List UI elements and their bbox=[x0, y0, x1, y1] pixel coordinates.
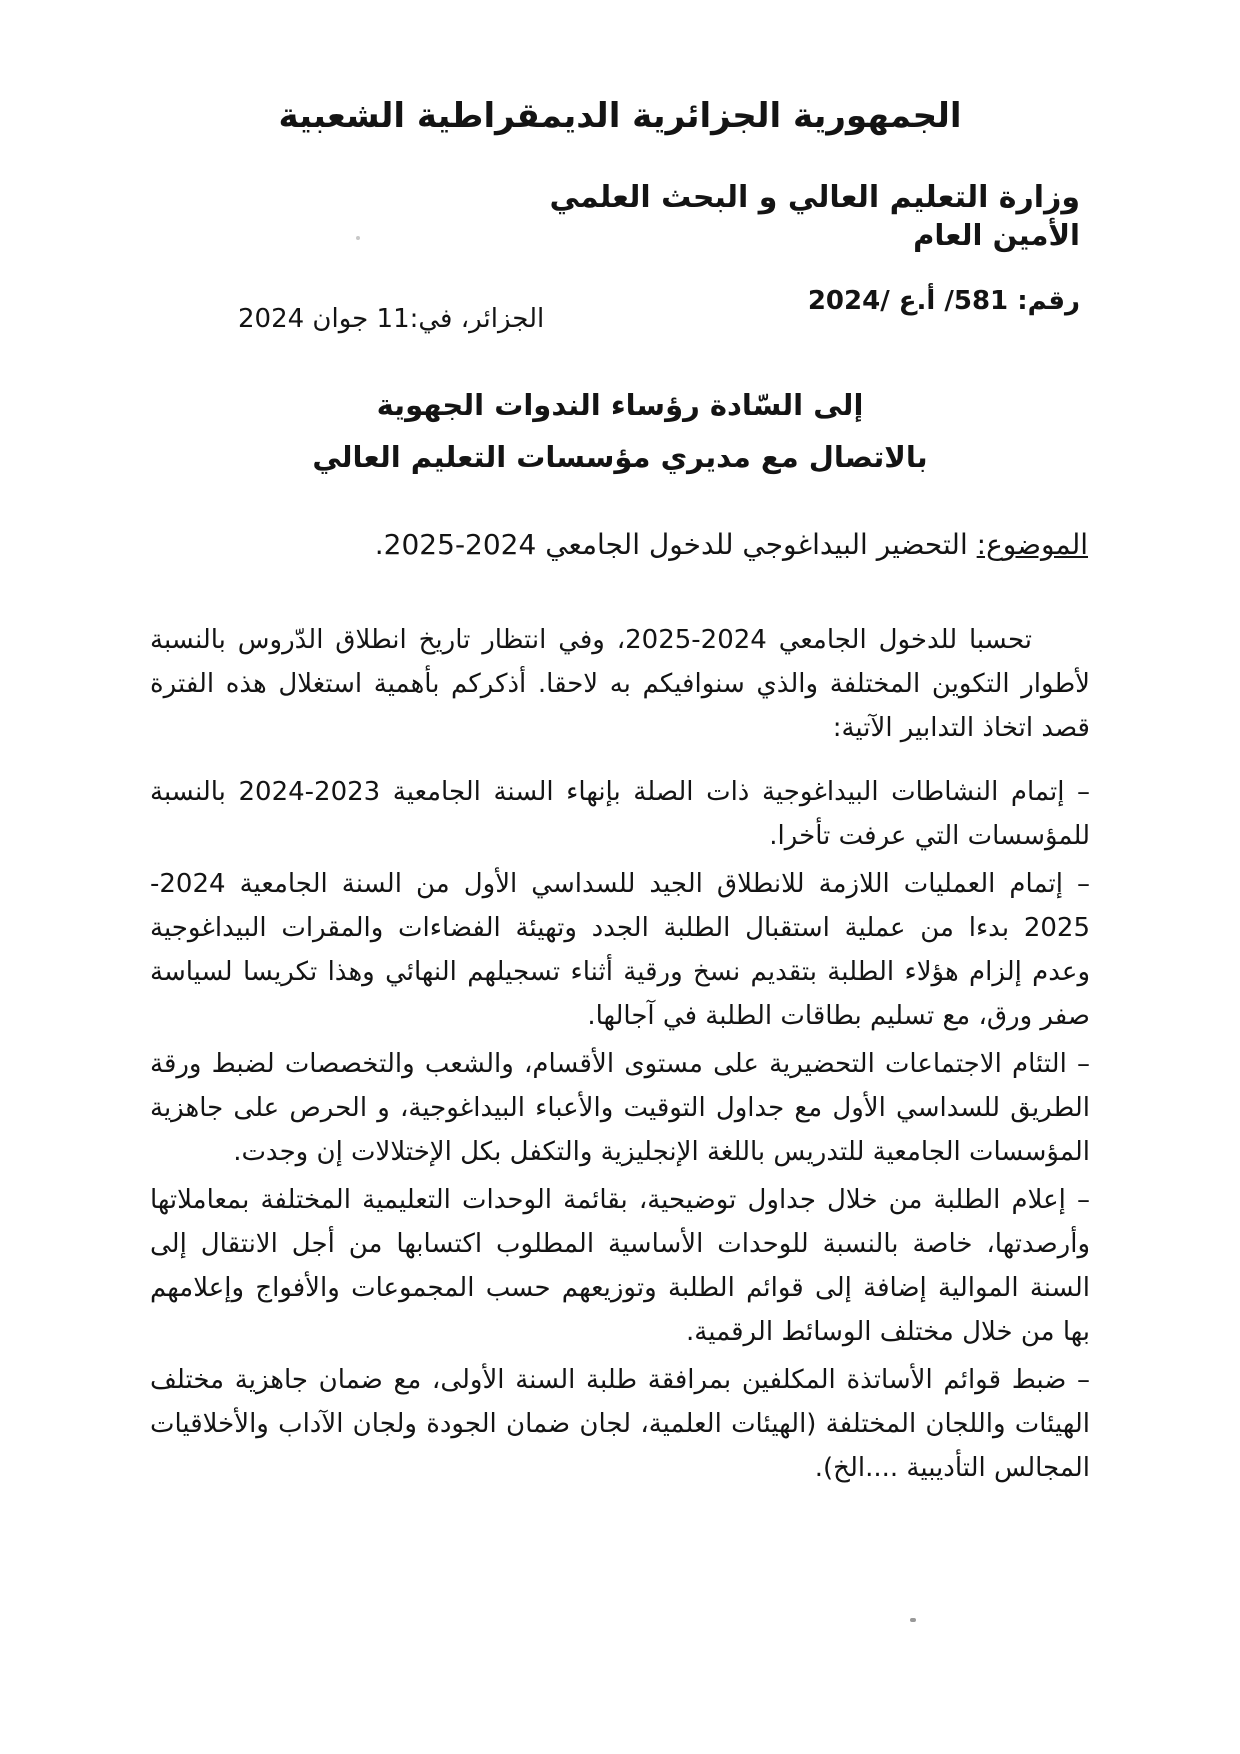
list-item: – إتمام العمليات اللازمة للانطلاق الجيد للسداسي الأول من السنة الجامعية 2024-2025 بدءا من عملية استقبال الطلبة الجدد وتهيئة الفضاءات والمقرات البيداغوجية وعدم إلزام هؤلاء الطلبة بتقديم نسخ ورقية أثناء تسجيلهم النهائي وهذا تكريسا لسياسة صفر ورق، مع تسليم بطاقات الطلبة في آجالها. bbox=[150, 869, 1090, 1031]
measures-list bbox=[150, 770, 1090, 1494]
ministry-name: وزارة التعليم العالي و البحث العلمي bbox=[549, 180, 1080, 215]
list-item: – إعلام الطلبة من خلال جداول توضيحية، بقائمة الوحدات التعليمية المختلفة بمعاملاتها وأرصدتها، خاصة بالنسبة للوحدات الأساسية المطلوب اكتسابها من أجل الانتقال إلى السنة الموالية إضافة إلى قوائم الطلبة وتوزيعهم حسب المجموعات والأفواج وإعلامهم بها من خلال مختلف الوسائط الرقمية. bbox=[150, 1185, 1090, 1347]
reference-number: رقم: 581/ أ.ع /2024 bbox=[807, 286, 1080, 316]
list-item: – ضبط قوائم الأساتذة المكلفين بمرافقة طلبة السنة الأولى، مع ضمان جاهزية مختلف الهيئات واللجان المختلفة (الهيئات العلمية، لجان ضمان الجودة ولجان الآداب والأخلاقيات المجالس التأديبية ....الخ). bbox=[150, 1365, 1090, 1483]
scan-speck bbox=[356, 236, 360, 240]
subject-label: الموضوع: bbox=[976, 528, 1088, 561]
intro-text: تحسبا للدخول الجامعي 2024-2025، وفي انتظار تاريخ انطلاق الدّروس بالنسبة لأطوار التكوين المختلفة والذي سنوافيكم به لاحقا. أذكركم بأهمية استغلال هذه الفترة قصد اتخاذ التدابير الآتية: bbox=[150, 625, 1090, 743]
subject-line bbox=[148, 528, 1088, 561]
recipient-line-2: بالاتصال مع مديري مؤسسات التعليم العالي bbox=[312, 440, 928, 474]
recipient-line-1: إلى السّادة رؤساء الندوات الجهوية bbox=[376, 388, 864, 422]
list-item: – إتمام النشاطات البيداغوجية ذات الصلة بإنهاء السنة الجامعية 2023-2024 بالنسبة للمؤسسات التي عرفت تأخرا. bbox=[150, 777, 1090, 851]
list-item: – التئام الاجتماعات التحضيرية على مستوى الأقسام، والشعب والتخصصات لضبط ورقة الطريق للسداسي الأول مع جداول التوقيت والأعباء البيداغوجية، و الحرص على جاهزية المؤسسات الجامعية للتدريس باللغة الإنجليزية والتكفل بكل الإختلالات إن وجدت. bbox=[150, 1049, 1090, 1167]
intro-paragraph bbox=[150, 618, 1090, 750]
scan-mark bbox=[910, 1618, 916, 1622]
document-date: الجزائر، في:11 جوان 2024 bbox=[238, 304, 545, 334]
subject-text: التحضير البيداغوجي للدخول الجامعي 2024-2025. bbox=[374, 528, 977, 561]
secretary-general: الأمين العام bbox=[913, 218, 1080, 252]
republic-header: الجمهورية الجزائرية الديمقراطية الشعبية bbox=[278, 96, 962, 136]
